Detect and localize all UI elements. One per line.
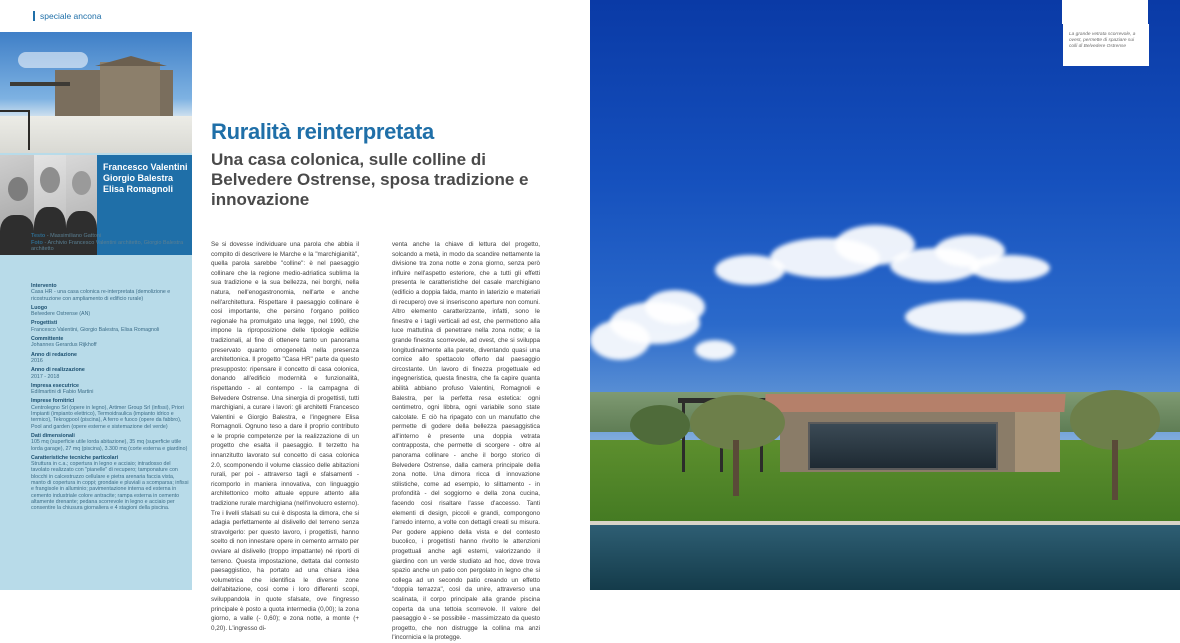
credits	[31, 233, 189, 253]
tech-value: 2017 - 2018	[31, 373, 60, 380]
credit-testo-label: Testo	[31, 233, 46, 239]
section-tag	[33, 11, 101, 21]
tech-value: 2016	[31, 357, 43, 364]
tech-label: Caratteristiche tecniche particolari	[31, 454, 119, 461]
author-name: Elisa Romagnoli	[103, 184, 174, 194]
tech-label: Impresa esecutrice	[31, 382, 79, 389]
sliding-glass-window	[808, 422, 998, 470]
tech-value: Francesco Valentini, Giorgio Balestra, Elisa Romagnoli	[31, 326, 160, 333]
tech-label: Progettisti	[31, 320, 58, 327]
article-title: Ruralità reinterpretata	[211, 119, 434, 144]
tech-value: Belvedere Ostrense (AN)	[31, 311, 91, 318]
house-thumbnail-photo	[0, 32, 192, 153]
body-column-1: Se si dovesse individuare una parola che abbia il compito di descrivere le Marche e la "marchigianità", quella parola sarebbe "colline": è nel paesaggio collinare che la regione medio-adriatica sublima la sua tradizione e la sua bellezza, nei borghi, nella natura, nell'enogastronomia, nell'arte e anche nell'architettura. Rispettare il paesaggio collinare è così importante, che persino l'organo politico regionale ha promulgato una legge, nel 1990, che impone la riproposizione delle tipologie edilizie tradizionali, al fine di ottenere tanto un panorama preservato quanto omogeneità nella presenza architettonica. Il progetto "Casa HR" parte da questo presupposto: ripensare il concetto di casa colonica, donando all'edificio modernità e funzionalità, rispettando - al contempo - la campagna di Belvedere Ostrense. Una sinergia di progettisti, tutti marchigiani, a curare i lavori: gli architetti Francesco Valentini e Giorgio Balestra, e l'ingegnere Elisa Romagnoli. Ognuno teso a dare il proprio contributo e le proprie competenze per la realizzazione di un progetto che esalta il paesaggio. Il terzetto ha innanzitutto lavorato sul concetto di casa colonica 2.0, scomponendo il volume classico delle abitazioni rurali, per poi - attraverso tagli e sfalsamenti - ricomporlo in maniera innovativa, con linguaggio architettonico molto attuale eppure attento alla tradizione rurale marchigiana (nell'involucro esterno). Tre i livelli sfalsati su cui è disposta la dimora, che si adagia perfettamente al dislivello del terreno senza stravolgerlo: per questo lavoro, i progettisti, hanno scelto di non innestare opere in cemento armato per ovviare al dislivello (troppo impattante) né riporti di terreno. Questa impostazione, dettata dal contesto paesaggistico, ha portato ad una chiara idea volumetrica che identifica le diverse zone dell'abitazione, così come i loro differenti scopi, sviluppandola in quote sfalsate, ove l'ingresso principale è posto a quota intermedia (0,00); la zona giorno, a valle (- 0,60); e zona notte, a monte (+ 0,20). L'ingresso di-	[211, 241, 359, 632]
tech-label: Anno di redazione	[31, 351, 77, 358]
tech-label: Luogo	[31, 304, 48, 311]
hero-photo	[590, 0, 1180, 590]
tech-label: Intervento	[31, 283, 57, 289]
article-subtitle: Una casa colonica, sulle colline di Belvedere Ostrense, sposa tradizione e innovazione	[211, 150, 529, 209]
credit-foto-value: - Archivio Francesco Valentini architetto, Giorgio Balestra architetto	[31, 239, 184, 253]
tech-label: Committente	[31, 336, 64, 343]
photo-caption-box	[1063, 24, 1149, 66]
tech-value: Casa HR - una casa colonica re-interpretata (demolizione e ricostruzione con ampliamento di edificio rurale)	[31, 289, 171, 302]
tech-value: Struttura in c.a.; copertura in legno e acciaio; intradosso del tavolato realizzato con "pianelle" di recupero; tamponature con blocchi in calcestruzzo cellulare e pietra arenaria faccia vista, manto di copertura in coppi; grondaie e pluviali a scomparsa; infissi e frangisole in alluminio; pavimentazione interna ed esterna in cemento industriale colore antracite; rampa esterna in cemento altamente drenante; pedana scorrevole in legno e acciaio per consentire la chiusura giornaliera e 4 stagioni della piscina.	[31, 461, 189, 512]
photo-caption: La grande vetrata scorrevole, a ovest, permette di spaziare sui colli di Belvedere Ostrense	[1069, 32, 1136, 49]
credit-testo-value: - Massimiliano Gattoni	[46, 233, 102, 239]
swimming-pool	[590, 525, 1180, 590]
author-portrait-1	[0, 155, 34, 255]
tech-value: 105 mq (superficie utile lorda abitazione), 35 mq (superficie utile lorda garage), 27 mq (piscina), 3.300 mq (corte esterna e giardino)	[31, 439, 188, 452]
stone-wall	[1015, 412, 1060, 472]
tech-label: Anno di realizzazione	[31, 367, 85, 374]
section-label: speciale ancona	[40, 11, 102, 21]
technical-sheet	[31, 280, 189, 512]
body-column-2: venta anche la chiave di lettura del progetto, solcando a metà, in modo da scandire nettamente la divisione tra zona notte e zona giorno, senza però influire nell'aspetto esteriore, che a tutti gli effetti presenta le caratteristiche del casale marchigiano (edificio a doppia falda, manto in laterizio e materiali di recupero) ove si inseriscono aperture non comuni. Altro elemento caratterizzante, infatti, sono le finestre e i tagli verticali ad est, che permettono alla luce mattutina di penetrare nella zona notte; e la grande finestra scorrevole, ad ovest, che si sviluppa longitudinalmente alla parete, diventando quasi una cornice allo spettacolo offerto dal paesaggio circostante. Un lavoro di finezza progettuale ed ingegneristica, questa finestra, che fa capire quanta abilità abbiano profuso Valentini, Romagnoli e Balestra, per la perfetta resa estetica: ogni centimetro, ogni libbra, ogni variabile sono state calcolate. E ciò ha ripagato con un manufatto che permette di godere della bellezza paesaggistica all'interno è presente una doppia vetrata contrapposta, che permette di scorgere - oltre al panorama collinare - anche il borgo storico di Belvedere Ostrense, dalla camera principale della zona notte. Una dimora ricca di innovazione stilistiche, come ad esempio, lo slittamento - in profondità - del soggiorno e della zona cucina, facendo così risaltare l'asse d'accesso. Tanti elementi di design, piccoli e grandi, compongono l'arredo interno, a volte con dettagli creati su misura. Per godere appieno della vista e del contesto bucolico, i progettisti hanno rivolto le attenzioni progettuali anche agli esterni, valorizzando il giardino con un verde studiato ad hoc, dove trova spazio anche un patio con pergolato in legno che si collega ad un secondo patio creando un effetto "doppia terrazza", così da unire, attraverso una scalinata, il corpo principale alla grande piscina coperta da una tettoia scorrevole. Il valore del paesaggio è - se possibile - massimizzato da questo progetto, che non distrugge la collina ma anzi l'incornicia e la protegge.	[392, 241, 540, 642]
tech-label: Imprese fornitrici	[31, 398, 75, 405]
tech-value: Johannes Gerardus Rijkhoff	[31, 342, 97, 349]
author-name: Giorgio Balestra	[103, 173, 174, 183]
left-page	[0, 0, 590, 642]
tech-value: Edilmartini di Fabio Martini	[31, 389, 94, 396]
section-tag-bar	[33, 11, 35, 21]
author-name: Francesco Valentini	[103, 162, 188, 172]
tech-label: Dati dimensionali	[31, 432, 75, 439]
credit-foto-label: Foto	[31, 239, 43, 246]
house-roof	[764, 394, 1065, 412]
tech-value: Centrolegno Srl (opere in legno), Artimer Group Srl (infissi), Priori Impianti (impianto elettrico), Termoidraulica (impianto idrico e termico), Tekrogpool (piscina), A ferro e fuoco (opere da fabbro), Pool and garden (opere esterne e sistemazione del verde)	[31, 404, 184, 430]
